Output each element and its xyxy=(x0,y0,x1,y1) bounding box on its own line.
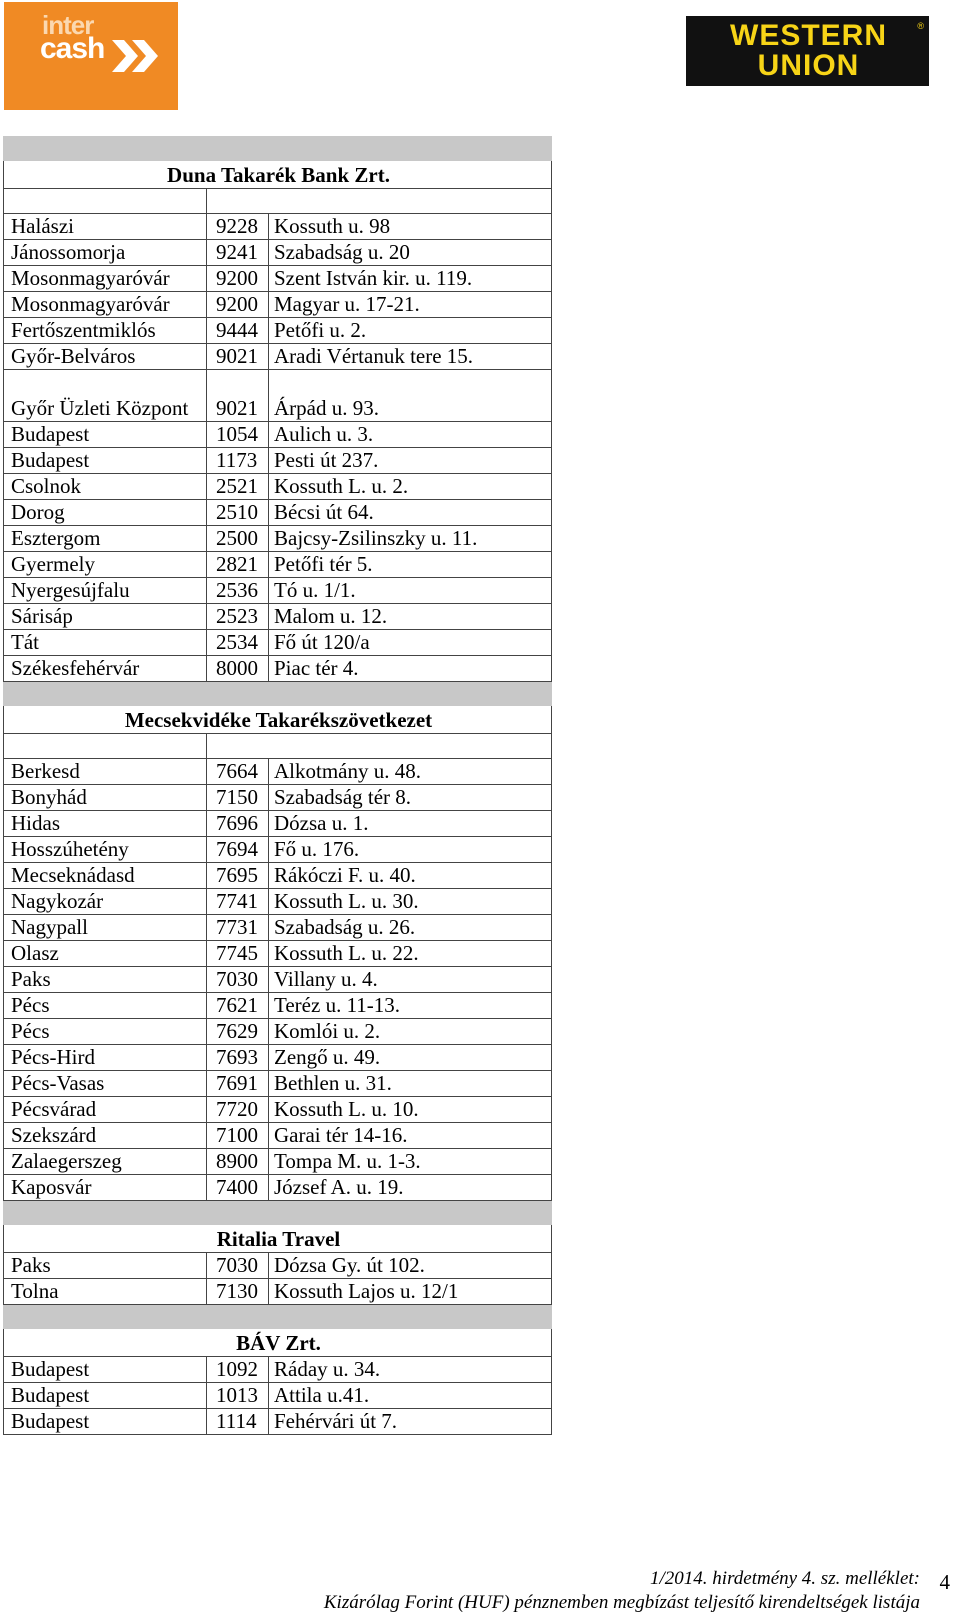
section-title: BÁV Zrt. xyxy=(4,1329,552,1357)
zip-cell: 8900 xyxy=(207,1149,269,1175)
zip-cell: 1013 xyxy=(207,1383,269,1409)
city-cell: Győr-Belváros xyxy=(4,344,207,370)
address-cell: Dózsa u. 1. xyxy=(269,811,552,837)
address-cell: Petőfi tér 5. xyxy=(269,552,552,578)
table-row xyxy=(4,214,552,240)
address-cell: Fő út 120/a xyxy=(269,630,552,656)
city-cell: Székesfehérvár xyxy=(4,656,207,682)
address-cell: Kossuth L. u. 22. xyxy=(269,941,552,967)
address-cell: Kossuth Lajos u. 12/1 xyxy=(269,1279,552,1305)
table-row xyxy=(4,993,552,1019)
address-cell: Zengő u. 49. xyxy=(269,1045,552,1071)
zip-cell: 8000 xyxy=(207,656,269,682)
table-row xyxy=(4,1383,552,1409)
zip-cell: 7030 xyxy=(207,1253,269,1279)
zip-cell: 2536 xyxy=(207,578,269,604)
city-cell: Esztergom xyxy=(4,526,207,552)
table-row xyxy=(4,1045,552,1071)
address-cell: Attila u.41. xyxy=(269,1383,552,1409)
blank-cell xyxy=(4,189,207,214)
address-cell: Villany u. 4. xyxy=(269,967,552,993)
city-cell: Dorog xyxy=(4,500,207,526)
city-cell: Bonyhád xyxy=(4,785,207,811)
intercash-logo-text-bottom: cash xyxy=(40,32,105,65)
city-cell: Pécs xyxy=(4,1019,207,1045)
zip-cell: 2510 xyxy=(207,500,269,526)
intercash-logo-text-top: inter xyxy=(42,10,94,40)
section-header xyxy=(4,1329,552,1357)
intercash-logo xyxy=(4,2,178,110)
address-cell: Aulich u. 3. xyxy=(269,422,552,448)
city-cell: Paks xyxy=(4,967,207,993)
address-cell: Piac tér 4. xyxy=(269,656,552,682)
table-row xyxy=(4,370,552,422)
address-cell: Szent István kir. u. 119. xyxy=(269,266,552,292)
city-cell: Nagypall xyxy=(4,915,207,941)
table-row xyxy=(4,526,552,552)
table-row xyxy=(4,915,552,941)
city-cell: Nyergesújfalu xyxy=(4,578,207,604)
table-row xyxy=(4,837,552,863)
zip-cell: 9021 xyxy=(207,370,269,422)
address-cell: Aradi Vértanuk tere 15. xyxy=(269,344,552,370)
city-cell: Berkesd xyxy=(4,759,207,785)
table-row xyxy=(4,292,552,318)
city-cell: Tát xyxy=(4,630,207,656)
address-cell: József A. u. 19. xyxy=(269,1175,552,1201)
address-cell: Magyar u. 17-21. xyxy=(269,292,552,318)
address-cell: Bajcsy-Zsilinszky u. 11. xyxy=(269,526,552,552)
separator-cell xyxy=(4,1201,552,1225)
zip-cell: 7130 xyxy=(207,1279,269,1305)
table-row xyxy=(4,1253,552,1279)
city-cell: Kaposvár xyxy=(4,1175,207,1201)
city-cell: Pécs xyxy=(4,993,207,1019)
table-row xyxy=(4,448,552,474)
section-header xyxy=(4,1225,552,1253)
blank-cell xyxy=(4,734,207,759)
city-cell: Budapest xyxy=(4,1383,207,1409)
table-row xyxy=(4,785,552,811)
city-cell: Paks xyxy=(4,1253,207,1279)
table-row xyxy=(4,578,552,604)
city-cell: Győr Üzleti Központ xyxy=(4,370,207,422)
zip-cell: 9444 xyxy=(207,318,269,344)
footer xyxy=(324,1567,920,1615)
zip-cell: 7621 xyxy=(207,993,269,1019)
city-cell: Csolnok xyxy=(4,474,207,500)
address-cell: Teréz u. 11-13. xyxy=(269,993,552,1019)
section-separator xyxy=(4,1201,552,1225)
zip-cell: 9241 xyxy=(207,240,269,266)
table-row xyxy=(4,344,552,370)
zip-cell: 7731 xyxy=(207,915,269,941)
city-cell: Fertőszentmiklós xyxy=(4,318,207,344)
city-cell: Halászi xyxy=(4,214,207,240)
zip-cell: 7695 xyxy=(207,863,269,889)
zip-cell: 7691 xyxy=(207,1071,269,1097)
footer-line-2: Kizárólag Forint (HUF) pénznemben megbízást teljesítő kirendeltségek listája xyxy=(323,1592,920,1613)
address-cell: Kossuth u. 98 xyxy=(269,214,552,240)
zip-cell: 1114 xyxy=(207,1409,269,1435)
city-cell: Budapest xyxy=(4,1409,207,1435)
page-number: 4 xyxy=(939,1570,950,1594)
table-row xyxy=(4,1071,552,1097)
table-row xyxy=(4,318,552,344)
address-cell: Petőfi u. 2. xyxy=(269,318,552,344)
city-cell: Mecseknádasd xyxy=(4,863,207,889)
address-cell: Alkotmány u. 48. xyxy=(269,759,552,785)
address-cell: Szabadság u. 26. xyxy=(269,915,552,941)
address-cell: Szabadság tér 8. xyxy=(269,785,552,811)
city-cell: Mosonmagyaróvár xyxy=(4,266,207,292)
address-cell: Garai tér 14-16. xyxy=(269,1123,552,1149)
zip-cell: 7150 xyxy=(207,785,269,811)
table-row xyxy=(4,1409,552,1435)
table-row xyxy=(4,500,552,526)
city-cell: Gyermely xyxy=(4,552,207,578)
address-cell: Bethlen u. 31. xyxy=(269,1071,552,1097)
zip-cell: 7400 xyxy=(207,1175,269,1201)
section-title: Ritalia Travel xyxy=(4,1225,552,1253)
city-cell: Hidas xyxy=(4,811,207,837)
separator-cell xyxy=(4,137,552,161)
zip-cell: 1173 xyxy=(207,448,269,474)
zip-cell: 7629 xyxy=(207,1019,269,1045)
address-cell: Malom u. 12. xyxy=(269,604,552,630)
branch-table xyxy=(3,136,552,1435)
address-cell: Kossuth L. u. 30. xyxy=(269,889,552,915)
zip-cell: 7664 xyxy=(207,759,269,785)
city-cell: Nagykozár xyxy=(4,889,207,915)
registered-mark: ® xyxy=(917,21,924,31)
address-cell: Fehérvári út 7. xyxy=(269,1409,552,1435)
address-cell: Kossuth L. u. 10. xyxy=(269,1097,552,1123)
blank-row xyxy=(4,189,552,214)
city-cell: Pécsvárad xyxy=(4,1097,207,1123)
table-row xyxy=(4,630,552,656)
zip-cell: 9200 xyxy=(207,292,269,318)
address-cell: Pesti út 237. xyxy=(269,448,552,474)
city-cell: Olasz xyxy=(4,941,207,967)
table-row xyxy=(4,889,552,915)
address-cell: Szabadság u. 20 xyxy=(269,240,552,266)
table-row xyxy=(4,604,552,630)
section-separator xyxy=(4,137,552,161)
section-header xyxy=(4,706,552,734)
double-chevron-icon xyxy=(108,36,164,76)
table-row xyxy=(4,1279,552,1305)
section-header xyxy=(4,161,552,189)
table-row xyxy=(4,656,552,682)
zip-cell: 9200 xyxy=(207,266,269,292)
address-cell: Tompa M. u. 1-3. xyxy=(269,1149,552,1175)
address-cell: Komlói u. 2. xyxy=(269,1019,552,1045)
address-cell: Tó u. 1/1. xyxy=(269,578,552,604)
address-cell: Árpád u. 93. xyxy=(269,370,552,422)
western-union-logo-line1: WESTERN xyxy=(730,19,887,52)
table-row xyxy=(4,967,552,993)
table-row xyxy=(4,941,552,967)
address-cell: Bécsi út 64. xyxy=(269,500,552,526)
zip-cell: 7745 xyxy=(207,941,269,967)
zip-cell: 7693 xyxy=(207,1045,269,1071)
city-cell: Hosszúhetény xyxy=(4,837,207,863)
city-cell: Budapest xyxy=(4,422,207,448)
table-row xyxy=(4,266,552,292)
table-row xyxy=(4,759,552,785)
address-cell: Kossuth L. u. 2. xyxy=(269,474,552,500)
blank-cell xyxy=(207,189,552,214)
zip-cell: 7694 xyxy=(207,837,269,863)
table-row xyxy=(4,811,552,837)
section-separator xyxy=(4,682,552,706)
table-row xyxy=(4,1175,552,1201)
zip-cell: 2521 xyxy=(207,474,269,500)
zip-cell: 7100 xyxy=(207,1123,269,1149)
city-cell: Pécs-Hird xyxy=(4,1045,207,1071)
table-row xyxy=(4,1097,552,1123)
zip-cell: 7741 xyxy=(207,889,269,915)
address-cell: Fő u. 176. xyxy=(269,837,552,863)
zip-cell: 9021 xyxy=(207,344,269,370)
city-cell: Jánossomorja xyxy=(4,240,207,266)
address-cell: Ráday u. 34. xyxy=(269,1357,552,1383)
zip-cell: 2534 xyxy=(207,630,269,656)
separator-cell xyxy=(4,1305,552,1329)
city-cell: Szekszárd xyxy=(4,1123,207,1149)
zip-cell: 9228 xyxy=(207,214,269,240)
table-row xyxy=(4,474,552,500)
city-cell: Pécs-Vasas xyxy=(4,1071,207,1097)
section-title: Duna Takarék Bank Zrt. xyxy=(4,161,552,189)
footer-line-1: 1/2014. hirdetmény 4. sz. melléklet: xyxy=(650,1568,920,1589)
table-row xyxy=(4,863,552,889)
zip-cell: 2523 xyxy=(207,604,269,630)
city-cell: Sárisáp xyxy=(4,604,207,630)
section-separator xyxy=(4,1305,552,1329)
separator-cell xyxy=(4,682,552,706)
table-row xyxy=(4,422,552,448)
zip-cell: 2821 xyxy=(207,552,269,578)
western-union-logo-line2: UNION xyxy=(757,49,860,82)
city-cell: Zalaegerszeg xyxy=(4,1149,207,1175)
blank-cell xyxy=(207,734,552,759)
branch-table-body xyxy=(4,137,552,1435)
table-row xyxy=(4,240,552,266)
table-row xyxy=(4,1357,552,1383)
address-cell: Rákóczi F. u. 40. xyxy=(269,863,552,889)
city-cell: Budapest xyxy=(4,448,207,474)
city-cell: Budapest xyxy=(4,1357,207,1383)
table-row xyxy=(4,1123,552,1149)
zip-cell: 2500 xyxy=(207,526,269,552)
zip-cell: 7720 xyxy=(207,1097,269,1123)
city-cell: Mosonmagyaróvár xyxy=(4,292,207,318)
city-cell: Tolna xyxy=(4,1279,207,1305)
zip-cell: 1054 xyxy=(207,422,269,448)
western-union-logo xyxy=(686,16,929,86)
table-row xyxy=(4,1149,552,1175)
table-row xyxy=(4,1019,552,1045)
zip-cell: 7030 xyxy=(207,967,269,993)
zip-cell: 1092 xyxy=(207,1357,269,1383)
zip-cell: 7696 xyxy=(207,811,269,837)
address-cell: Dózsa Gy. út 102. xyxy=(269,1253,552,1279)
table-row xyxy=(4,552,552,578)
section-title: Mecsekvidéke Takarékszövetkezet xyxy=(4,706,552,734)
blank-row xyxy=(4,734,552,759)
